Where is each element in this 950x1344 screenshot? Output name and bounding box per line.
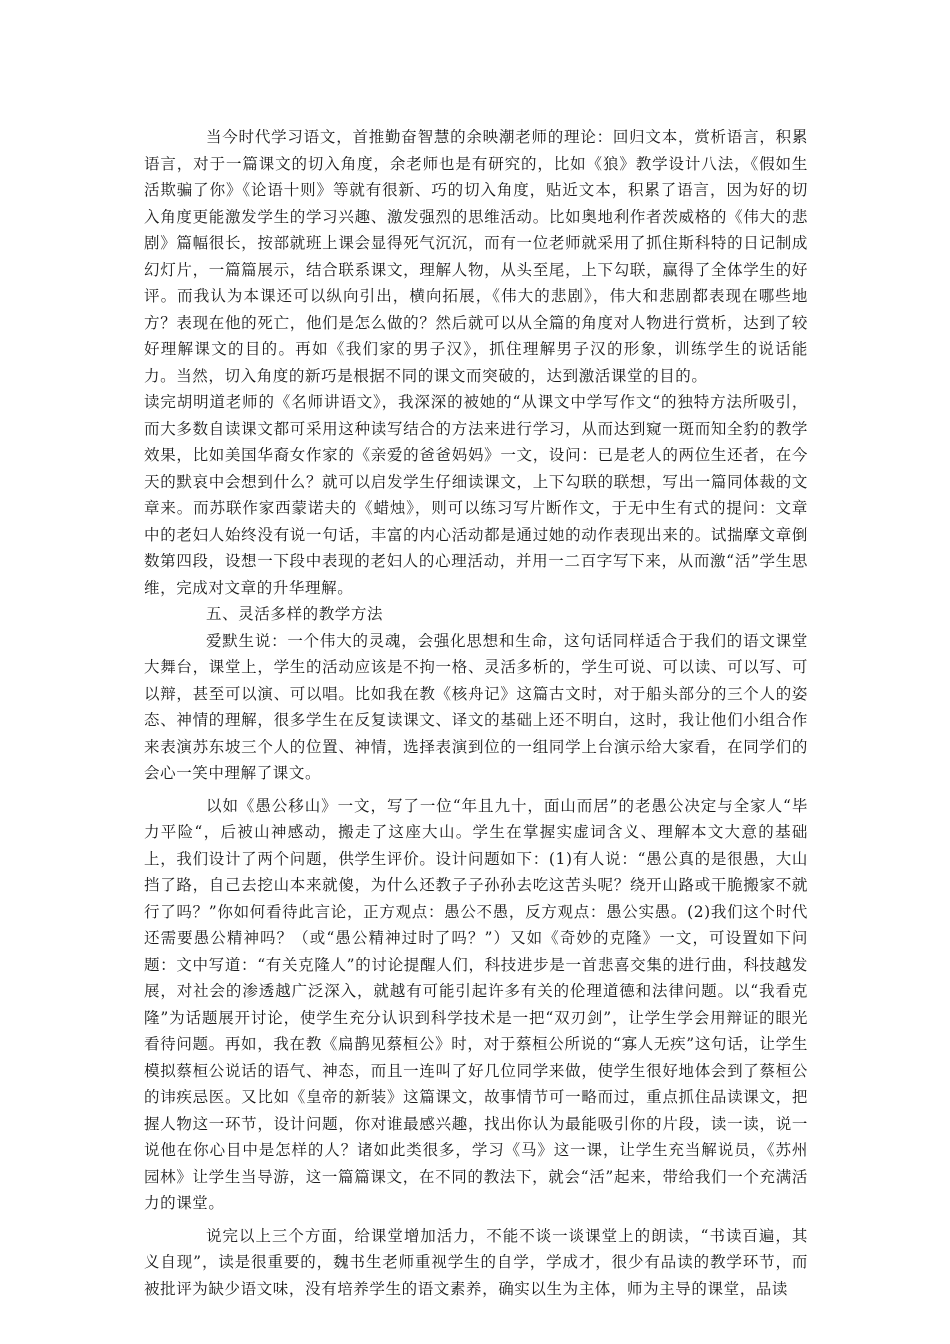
paragraph-entry-angle: 当今时代学习语文，首推勤奋智慧的余映潮老师的理论：回归文本，赏析语言，积累语言，对于一篇课文的切入角度，余老师也是有研究的，比如《狼》教学设计八法，《假如生活欺骗了你》《论语十则》等就有很新、巧的切入角度，贴近文本，积累了语言，因为好的切入角度更能激发学生的学习兴趣、激发强烈的思维活动。比如奥地利作者茨威格的《伟大的悲剧》篇幅很长，按部就班上课会显得死气沉沉，而有一位老师就采用了抓住斯科特的日记制成幻灯片，一篇篇展示，结合联系课文，理解人物，从头至尾，上下勾联，赢得了全体学生的好评。而我认为本课还可以纵向引出，横向拓展，《伟大的悲剧》，伟大和悲剧都表现在哪些地方？表现在他的死亡，他们是怎么做的？然后就可以从全篇的角度对人物进行赏析，达到了较好理解课文的目的。再如《我们家的男子汉》，抓住理解男子汉的形象，训练学生的说话能力。当然，切入角度的新巧是根据不同的课文而突破的，达到激活课堂的目的。 <box>144 128 808 385</box>
document-body <box>144 124 808 1302</box>
paragraph-reading-writing: 读完胡明道老师的《名师讲语文》，我深深的被她的“从课文中学写作文“的独特方法所吸引，而大多数自读课文都可采用这种读写结合的方法来进行学习，从而达到窥一斑而知全豹的教学效果，比如美国华裔女作家的《亲爱的爸爸妈妈》一文，设问：已是老人的两位生还者，在今天的默哀中会想到什么？就可以启发学生仔细读课文，上下勾联的联想，写出一篇同体裁的文章来。而苏联作家西蒙诺夫的《蜡烛》，则可以练习写片断作文，于无中生有式的提问：文章中的老妇人始终没有说一句话，丰富的内心活动都是通过她的动作表现出来的。试揣摩文章倒数第四段，设想一下段中表现的老妇人的心理活动，并用一二百字写下来，从而激“活”学生思维，完成对文章的升华理解。 <box>144 393 808 597</box>
paragraph-emerson: 爱默生说：一个伟大的灵魂，会强化思想和生命，这句话同样适合于我们的语文课堂大舞台，课堂上，学生的活动应该是不拘一格、灵活多析的，学生可说、可以读、可以写、可以辩，甚至可以演、可以唱。比如我在教《核舟记》这篇古文时，对于船头部分的三个人的姿态、神情的理解，很多学生在反复读课文、译文的基础上还不明白，这时，我让他们小组合作来表演苏东坡三个人的位置、神情，选择表演到位的一组同学上台演示给大家看，在同学们的会心一笑中理解了课文。 <box>144 631 808 782</box>
paragraph-yugong: 以如《愚公移山》一文，写了一位“年且九十，面山而居”的老愚公决定与全家人“毕力平险“，后被山神感动，搬走了这座大山。学生在掌握实虚词含义、理解本文大意的基础上，我们设计了两个问题，供学生评价。设计问题如下：(1)有人说：“愚公真的是很愚，大山挡了路，自己去挖山本来就傻，为什么还教子子孙孙去吃这苦头呢？绕开山路或干脆搬家不就行了吗？”你如何看待此言论，正方观点：愚公不愚，反方观点：愚公实愚。(2)我们这个时代还需要愚公精神吗？（或“愚公精神过时了吗？”）又如《奇妙的克隆》一文，可设置如下问题：文中写道：“有关克隆人”的讨论提醒人们，科技进步是一首悲喜交集的进行曲，科技越发展，对社会的渗透越广泛深入，就越有可能引起许多有关的伦理道德和法律问题。以“我看克隆”为话题展开讨论，使学生充分认识到科学技术是一把“双刃剑”，让学生学会用辩证的眼光看待问题。再如，我在教《扁鹊见蔡桓公》时，对于蔡桓公所说的“寡人无疾”这句话，让学生模拟蔡桓公说话的语气、神态，而且一连叫了好几位同学来做，使学生很好地体会到了蔡桓公的讳疾忌医。又比如《皇帝的新装》这篇课文，故事情节可一略而过，重点抓住品读课文，把握人物这一环节，设计问题，你对谁最感兴趣，找出你认为最能吸引你的片段，读一读，说一说他在你心目中是怎样的人？诸如此类很多，学习《马》这一课，让学生充当解说员，《苏州园林》让学生当导游，这一篇篇课文，在不同的教法下，就会“活”起来，带给我们一个充满活力的课堂。 <box>144 796 808 1212</box>
section-heading-teaching-methods: 五、灵活多样的教学方法 <box>206 605 384 623</box>
paragraph-reading-aloud: 说完以上三个方面，给课堂增加活力，不能不谈一谈课堂上的朗读，“书读百遍，其义自现”，读是很重要的，魏书生老师重视学生的自学，学成才，很少有品读的教学环节，而被批评为缺少语文味，没有培养学生的语文素养，确实以生为主体，师为主导的课堂，品读 <box>144 1226 808 1298</box>
